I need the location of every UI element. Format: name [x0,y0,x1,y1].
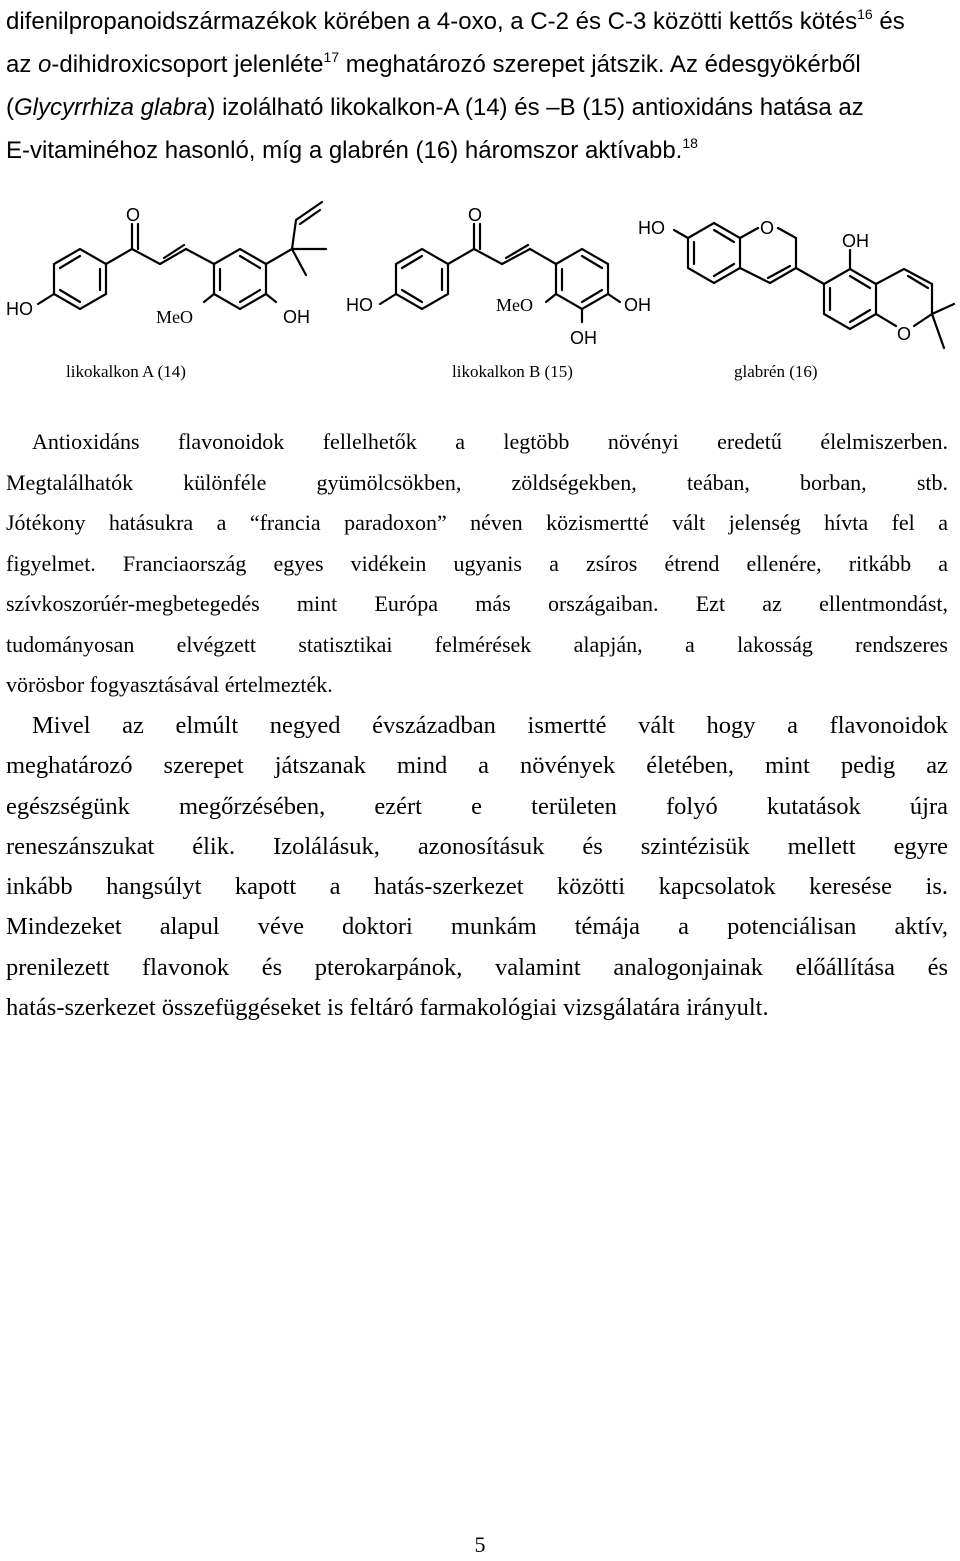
atom-label-meo: MeO [156,307,193,327]
intro-line-3-end: ) izolálható likokalkon-A (14) és –B (15) antioxidáns hatása az [207,94,864,121]
atom-label-ring-o: O [897,324,912,344]
intro-line-2-mid: -dihidroxicsoport jelenléte [51,51,324,78]
structure-glabren [674,223,954,348]
intro-line-4-text: E-vitaminéhoz hasonló, míg a glabrén (16) háromszor aktívabb. [6,137,683,164]
paragraph-line: vörösbor fogyasztásával értelmezték. [6,672,333,697]
atom-label-oh: OH [842,231,869,251]
intro-line-3 [6,86,948,129]
phenyl-ring [54,249,106,309]
paragraph-line: Antioxidáns flavonoidok fellelhetők a legtöbb növényi eredetű élelmiszerben. [32,429,948,454]
phenyl-ring [214,249,266,309]
paragraph-line: inkább hangsúlyt kapott a hatás-szerkezet közötti kapcsolatok keresése is. [6,873,948,901]
intro-line-4 [6,129,948,172]
caption-glabren: glabrén (16) [734,362,818,381]
atom-label-oh: OH [624,295,651,315]
intro-line-3-start: ( [6,94,14,121]
species-name: Glycyrrhiza glabra [14,94,208,121]
atom-label-carbonyl-o: O [468,205,483,225]
phenyl-ring [556,249,608,309]
paragraph-line: Megtalálhatók különféle gyümölcsökben, zöldségekben, teában, borban, stb. [6,469,948,495]
paragraph-line: Mindezeket alapul véve doktori munkám témája a potenciálisan aktív, [6,913,948,941]
atom-label-meo: MeO [496,295,533,315]
intro-line-1 [6,0,948,43]
phenyl-ring [396,249,448,309]
paragraph-line: tudományosan elvégzett statisztikai felmérések alapján, a lakosság rendszeres [6,631,948,657]
citation-18: 18 [682,135,698,151]
atom-labels [6,205,911,348]
ortho-prefix: o [38,51,52,78]
paragraph-line: Jótékony hatásukra a “francia paradoxon” néven közismertté vált jelenség hívta fel a [6,510,948,535]
intro-line-2-end: meghatározó szerepet játszik. Az édesgyökérből [339,51,861,78]
paragraph-line: hatás-szerkezet összefüggéseket is feltáró farmakológiai vizsgálatára irányult. [6,994,769,1022]
intro-line-2-start: az [6,51,39,78]
structure-likokalkon-a [38,202,326,309]
paragraph-line: figyelmet. Franciaország egyes vidékein ugyanis a zsíros étrend ellenére, ritkább a [6,550,948,576]
atom-label-ho: HO [346,295,373,315]
paragraph-line: Mivel az elmúlt negyed évszázadban ismertté vált hogy a flavonoidok [32,712,948,739]
atom-label-oh: OH [283,307,310,327]
citation-16: 16 [857,6,873,22]
paragraph-line: egészségünk megőrzésében, ezért e területen folyó kutatások újra [6,792,948,820]
atom-label-carbonyl-o: O [126,205,141,225]
caption-likokalkon-a: likokalkon A (14) [66,362,186,381]
intro-line-1-end: és [872,8,905,35]
paragraph-line: reneszánszukat élik. Izolálásuk, azonosításuk és szintézisük mellett egyre [6,832,948,860]
atom-label-ring-o: O [760,218,775,238]
intro-line-2 [6,43,948,86]
paragraph-line: meghatározó szerepet játszanak mind a növények életében, mint pedig az [6,752,948,780]
page-number: 5 [474,1532,486,1557]
paragraph-line: szívkoszorúér-megbetegedés mint Európa más országaiban. Ezt az ellentmondást, [6,591,948,616]
intro-line-1-text: difenilpropanoidszármazékok körében a 4-oxo, a C-2 és C-3 közötti kettős kötés [6,8,858,35]
chemical-structures-figure [0,180,960,360]
atom-label-ho: HO [638,218,665,238]
paragraph-line: prenilezett flavonok és pterokarpánok, valamint analogonjainak előállítása és [6,953,948,981]
atom-label-ho: HO [6,299,33,319]
phenyl-ring [688,223,740,283]
phenyl-ring [824,269,876,329]
intro-paragraph [6,0,948,172]
caption-likokalkon-b: likokalkon B (15) [452,362,573,381]
atom-label-oh: OH [570,328,597,348]
paragraph-antioxidants [6,422,948,706]
citation-17: 17 [323,49,340,65]
paragraph-research-aim [6,706,948,1028]
